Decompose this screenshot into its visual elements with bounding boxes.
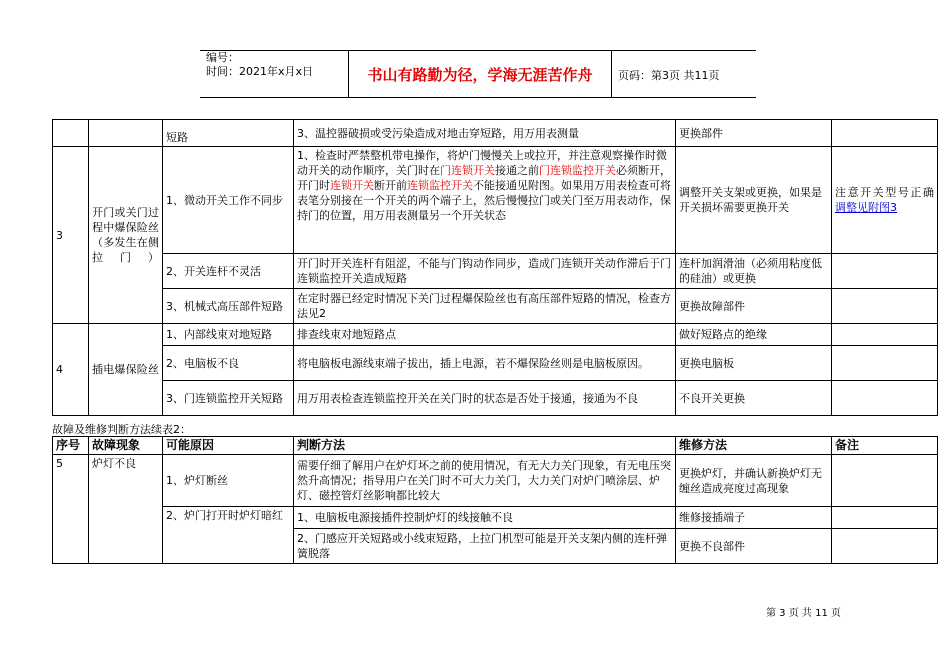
cell-phenomenon: 炉灯不良 [89, 455, 163, 564]
page-footer: 第 3 页 共 11 页 [766, 608, 841, 619]
method-text: 断开前 [374, 179, 407, 192]
table-row [53, 346, 938, 381]
cell-note [832, 147, 938, 254]
cell-repair: 更换故障部件 [676, 289, 832, 324]
table-row [53, 120, 938, 147]
fault-table-2 [52, 436, 938, 564]
header-left [206, 51, 313, 79]
cell-method: 排查线束对地短路点 [294, 324, 676, 346]
table-row [53, 381, 938, 416]
cell-reason: 2、电脑板不良 [163, 346, 294, 381]
cell-repair: 更换炉灯，并确认新换炉灯无缠丝造成亮度过高现象 [676, 455, 832, 507]
cell-repair: 连杆加润滑油（必须用粘度低的硅油）或更换 [676, 254, 832, 289]
cell-repair: 调整开关支架或更换，如果是开关损坏需要更换开关 [676, 147, 832, 254]
header-method: 判断方法 [294, 437, 676, 455]
table-row [53, 147, 938, 254]
method-highlight: 门连锁监控开关 [539, 164, 616, 177]
cell-reason: 1、炉灯断丝 [163, 455, 294, 507]
cell-method: 2、门感应开关短路或小线束短路，上拉门机型可能是开关支架内侧的连杆弹簧脱落 [294, 529, 676, 564]
method-text: 1、检查时严禁整机带电操作，将炉门慢慢关上或拉开，并注意观察操作时微动开关的动作顺序，关门时在 [297, 149, 667, 177]
header-note: 备注 [832, 437, 938, 455]
cell-phenomenon: 开门或关门过程中爆保险丝（多发生在侧拉门） [89, 147, 163, 324]
document-date: 时间：2021年x月x日 [206, 65, 314, 78]
cell-method: 开门时开关连杆有阻涩，不能与门钩动作同步，造成门连锁开关动作滞后于门连锁监控开关造成短路 [294, 254, 676, 289]
cell-reason: 1、微动开关工作不同步 [163, 147, 294, 254]
table-row [53, 507, 938, 529]
cell-note [832, 346, 938, 381]
cell-reason: 3、机械式高压部件短路 [163, 289, 294, 324]
cell-repair: 不良开关更换 [676, 381, 832, 416]
reason-text: 短路 [166, 131, 188, 144]
cell-repair: 更换电脑板 [676, 346, 832, 381]
fault-table-1 [52, 119, 938, 416]
cell-no: 5 [53, 455, 89, 564]
cell-repair: 更换部件 [676, 120, 832, 147]
header-page-number: 页码：第3页 共11页 [618, 69, 720, 82]
method-highlight: 门连锁开关 [440, 164, 495, 177]
cell-method: 将电脑板电源线束端子拔出，插上电源，若不爆保险丝则是电脑板原因。 [294, 346, 676, 381]
cell-method: 需要仔细了解用户在炉灯坏之前的使用情况，有无大力关门现象，有无电压突然升高情况；指导用户在关门时不可大力关门，大力关门对炉门喷涂层、炉灯、磁控管灯丝影响都比较大 [294, 455, 676, 507]
cell-method: 3、温控器破损或受污染造成对地击穿短路，用万用表测量 [294, 120, 676, 147]
method-highlight: 连锁监控开关 [407, 179, 473, 192]
header-repair: 维修方法 [676, 437, 832, 455]
cell-phenomenon: 插电爆保险丝 [89, 324, 163, 416]
cell-reason: 2、开关连杆不灵活 [163, 254, 294, 289]
table-row [53, 455, 938, 507]
page-header [200, 50, 756, 98]
cell-note [832, 289, 938, 324]
table-row [53, 324, 938, 346]
table-header-row [53, 437, 938, 455]
cell-note [832, 381, 938, 416]
document-number-label: 编号： [206, 51, 239, 64]
cell-repair: 做好短路点的绝缘 [676, 324, 832, 346]
header-no: 序号 [53, 437, 89, 455]
note-link[interactable]: 调整见附图3 [835, 201, 897, 214]
cell-no: 4 [53, 324, 89, 416]
cell-method: 1、电脑板电源接插件控制炉灯的线接触不良 [294, 507, 676, 529]
cell-reason: 1、内部线束对地短路 [163, 324, 294, 346]
cell-note [832, 507, 938, 529]
header-reason: 可能原因 [163, 437, 294, 455]
cell-note [832, 254, 938, 289]
cell-method: 用万用表检查连锁监控开关在关门时的状态是否处于接通，接通为不良 [294, 381, 676, 416]
cell-no: 3 [53, 147, 89, 324]
cell-method [294, 147, 676, 254]
cell-note [832, 455, 938, 507]
method-text: 接通之前 [495, 164, 539, 177]
header-motto: 书山有路勤为径，学海无涯苦作舟 [348, 51, 612, 97]
method-highlight: 连锁开关 [330, 179, 374, 192]
table-row [53, 254, 938, 289]
cell-note [832, 324, 938, 346]
cell-note [832, 120, 938, 147]
cell-reason: 3、门连锁监控开关短路 [163, 381, 294, 416]
cell-reason: 2、炉门打开时炉灯暗红 [163, 507, 294, 564]
cell-no [53, 120, 89, 147]
cell-method: 在定时器已经定时情况下关门过程爆保险丝也有高压部件短路的情况，检查方法见2 [294, 289, 676, 324]
cell-repair: 更换不良部件 [676, 529, 832, 564]
method-text: 必须断开，开门时 [297, 164, 671, 192]
note-text: 注意开关型号正确 [835, 186, 934, 199]
header-phenomenon: 故障现象 [89, 437, 163, 455]
cell-repair: 维修接插端子 [676, 507, 832, 529]
cell-reason [163, 120, 294, 147]
table-caption: 故障及维修判断方法续表2： [52, 423, 191, 436]
table-row [53, 289, 938, 324]
cell-note [832, 529, 938, 564]
cell-phenomenon [89, 120, 163, 147]
method-text: 不能接通见附图。如果用万用表检查可将表笔分别接在一个开关的两个端子上，然后慢慢拉门或关门至万用表动作，保持门的位置，用万用表测量另一个开关状态 [297, 179, 671, 222]
